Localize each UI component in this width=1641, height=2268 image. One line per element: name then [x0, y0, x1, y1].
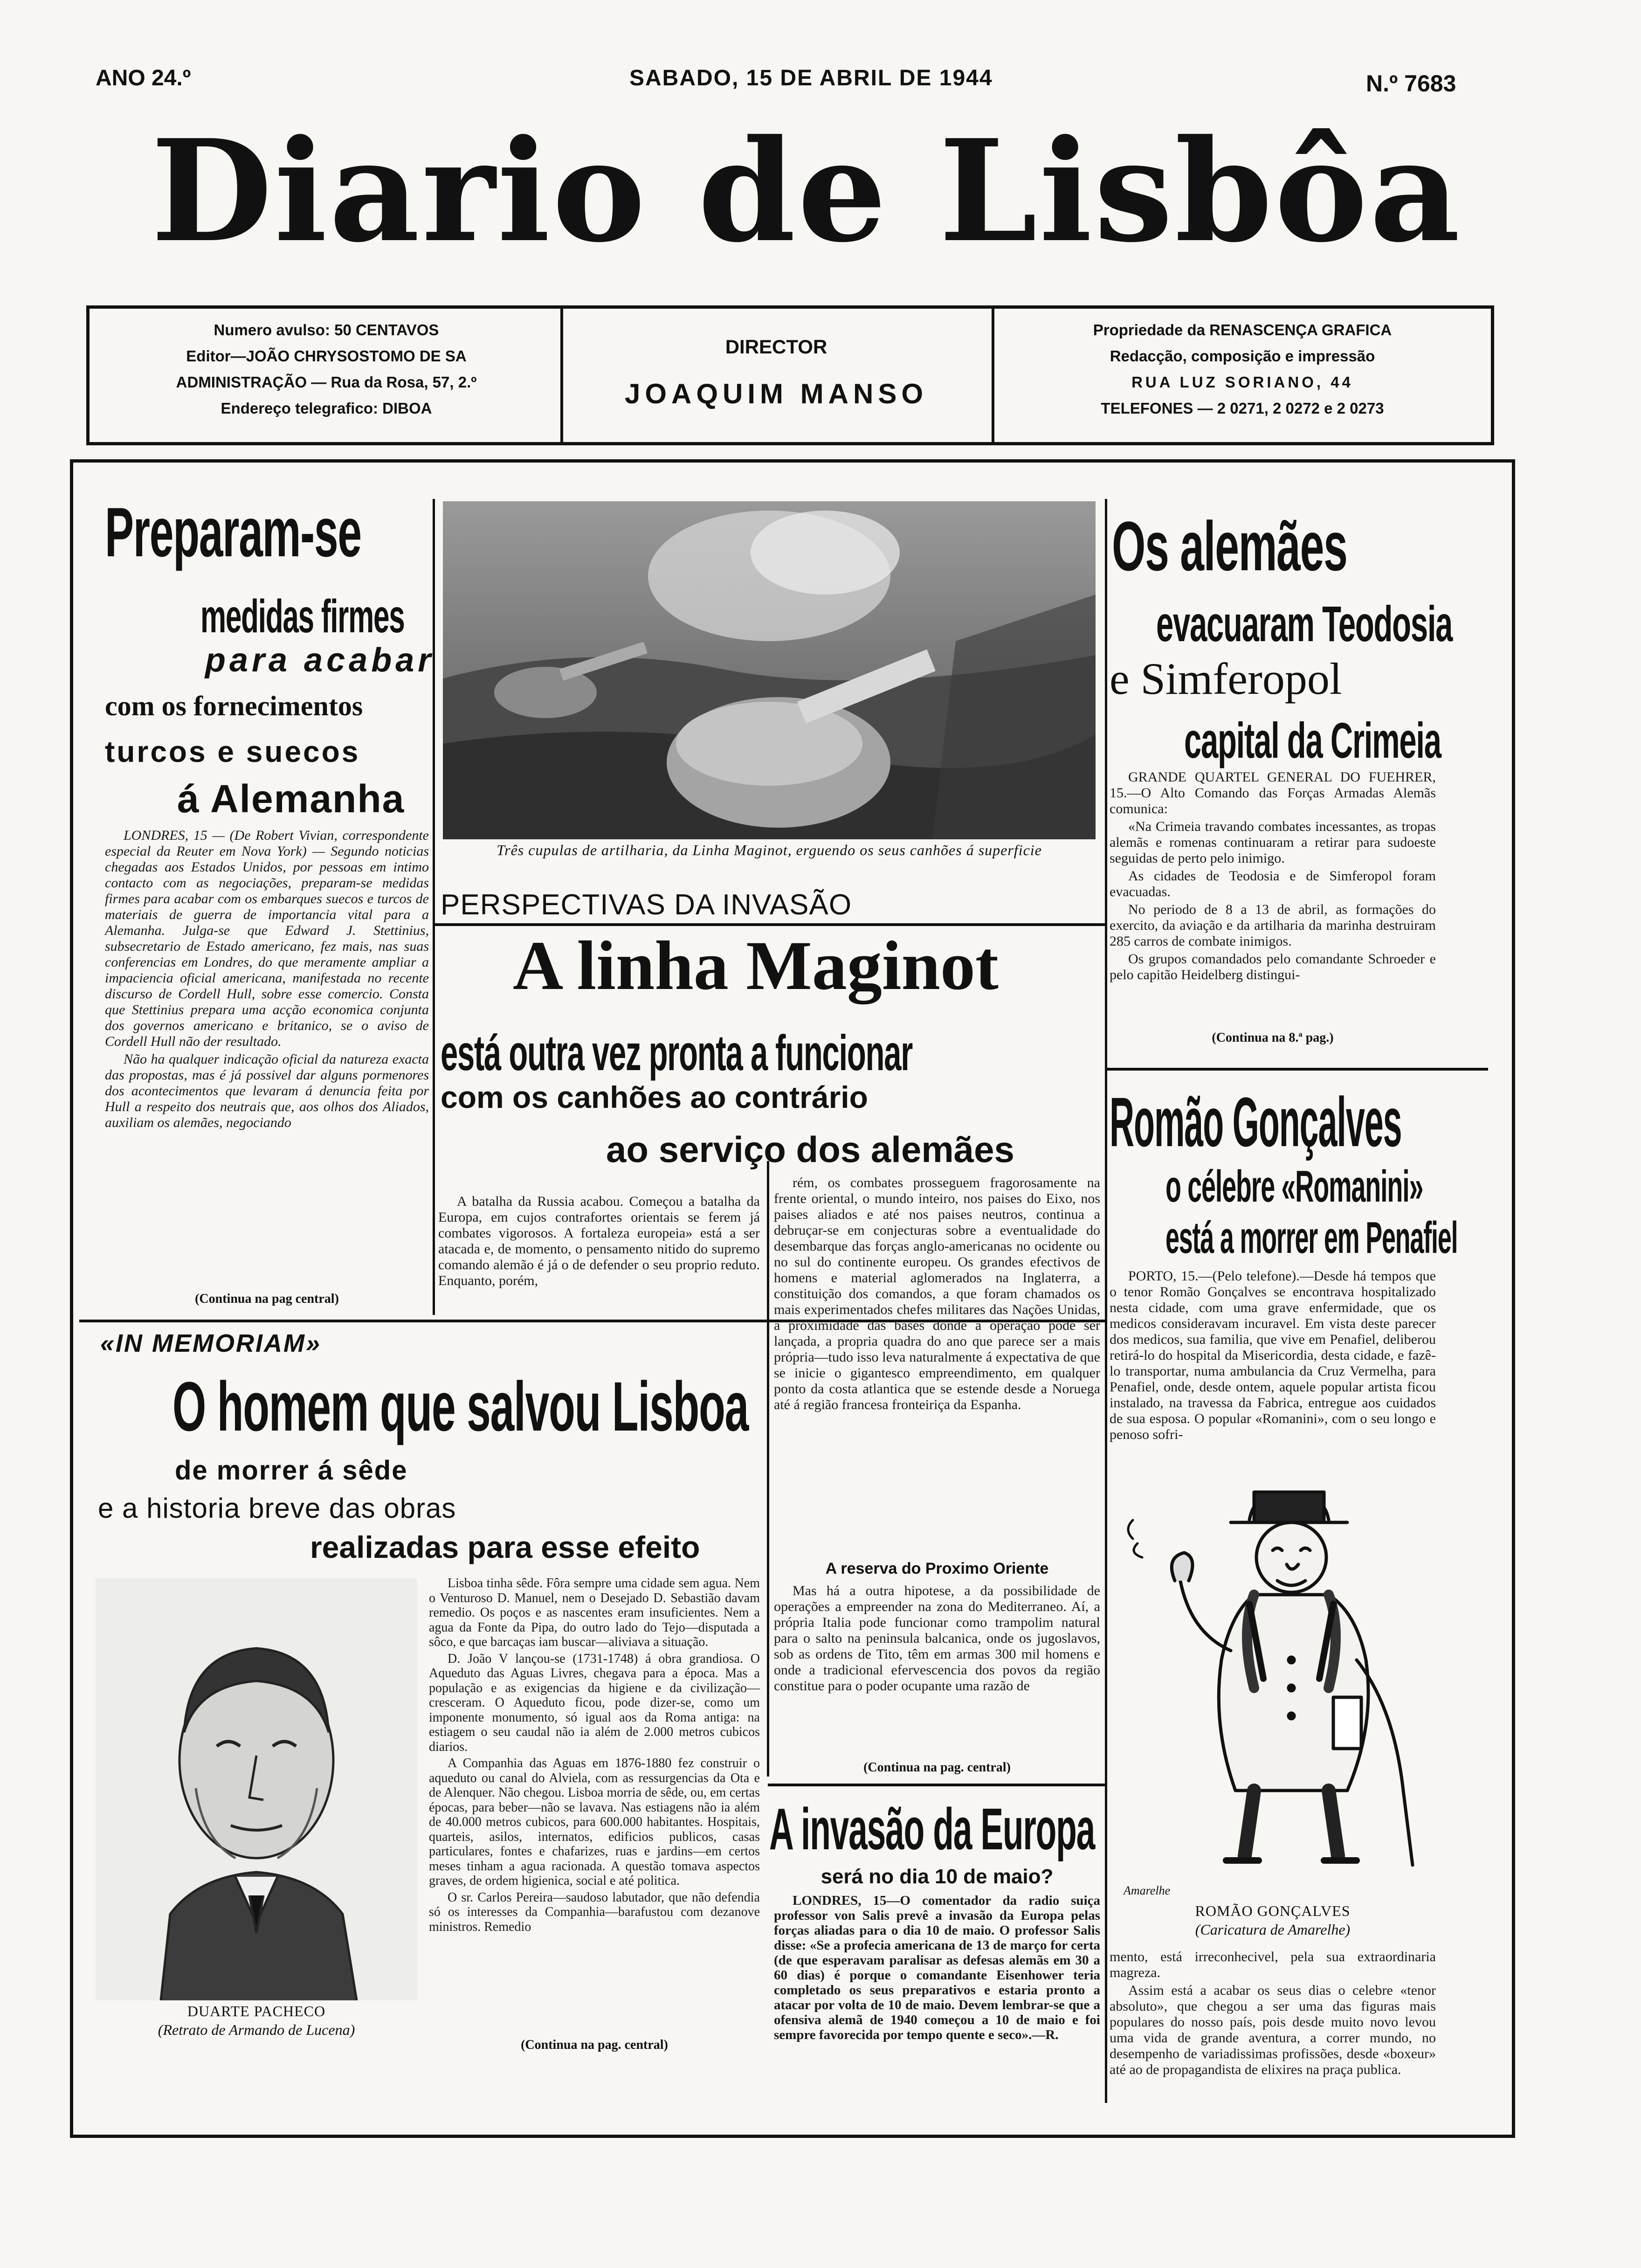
- issue-year: ANO 24.º: [96, 66, 191, 90]
- romao-subhead: o célebre «Romanini»: [1165, 1162, 1423, 1211]
- issue-number: N.º 7683: [1366, 70, 1456, 97]
- maginot-subhead: está outra vez pronta a funcionar: [441, 1024, 913, 1081]
- maginot-photo: [443, 501, 1096, 839]
- director-label: DIRECTOR: [725, 336, 827, 358]
- romao-body: PORTO, 15.—(Pelo telefone).—Desde há tempos que o tenor Romão Gonçalves se encontrava hospitalizado nesta cidade, com uma grave enfermidade, que os medicos consideravam incuravel. Em vista deste parecer dos medicos, sua familia, que vive em Penafiel, deliberou retirá-lo do hospital da Misericordia, desta cidade, e fazê-lo transportar, numa ambulancia da Cruz Vermelha, para Penafiel, onde, desde ontem, aquele popular artista ficou instalado, na travessa da Fabrica, entregue aos cuidados de sua esposa. O popular «Romanini», com o seu longo e penoso sofri-: [1110, 1268, 1436, 1442]
- memoriam-body: Lisboa tinha sêde. Fôra sempre uma cidade sem agua. Nem o Venturoso D. Manuel, nem o Desejado D. Sebastião davam remedio. Os poços e as nascentes eram insuficientes. Nem a agua da Fonte da Pipa, do outro lado do Tejo—disputada a sôco, e que barcaças iam buscar—aliviava a situação. D. João V lançou-se (1731-1748) á obra grandiosa. O Aqueduto das Aguas Livres, chegava para a época. Mas a população e as exigencias da higiene e da civilização—cresceram. O Aqueduto ficou, pode dizer-se, como um imponente monumento, só igual aos da Roma antiga: na estiagem o seu caudal não ia além de 2.000 metros cubicos diarios. A Companhia das Aguas em 1876-1880 fez construir o aqueduto ou canal do Alviela, com as ressurgencias da Ota e de Alenquer. Não chegou. Lisboa morria de sêde, ou, em certas épocas, para beber—não se lavava. Nas estiagens não ia além de 40.000 metros cubicos, para 600.000 habitantes. Hospitais, quarteis, asilos, internatos, edificios publicos, casas particulares, fontes e chafarizes, ruas e jardins—em certos meses tinham a agua racionada. A questão tomava aspectos graves, de ordem higienica, social e até politica. O sr. Carlos Pereira—saudoso labutador, que não defendia só os interesses da Companhia—barafustou com dezanove ministros. Remedio: [429, 1576, 760, 1934]
- duarte-pacheco-portrait: [96, 1578, 417, 2000]
- phones-line: TELEFONES — 2 0271, 2 0272 e 2 0273: [1101, 400, 1384, 417]
- column-rule: [433, 499, 435, 1315]
- romao-caricature-credit: (Caricatura de Amarelhe): [1195, 1921, 1351, 1938]
- maginot-subhead: ao serviço dos alemães: [606, 1129, 1014, 1170]
- portrait-credit: (Retrato de Armando de Lucena): [158, 2021, 355, 2038]
- issue-date: SABADO, 15 DE ABRIL DE 1944: [629, 66, 993, 90]
- preparam-subhead: com os fornecimentos: [105, 691, 363, 721]
- maginot-headline: A linha Maginot: [513, 927, 999, 1004]
- alemaes-body: GRANDE QUARTEL GENERAL DO FUEHRER, 15.—O Alto Comando das Forças Armadas Alemãs comunica: «Na Crimeia travando combates incessantes, as tropas alemãs e romenas continuaram a retirar para sudoeste seguidas de perto pelo inimigo. As cidades de Teodosia e de Simferopol foram evacuadas. No periodo de 8 a 13 de abril, as formações do exercito, da aviação e da artilharia da marinha destruiram 285 carros de combate inimigos. Os grupos comandados pelo comandante Schroeder e pelo capitão Heidelberg distingui-: [1110, 769, 1436, 982]
- section-rule: [1106, 1068, 1488, 1071]
- caricature-signature: Amarelhe: [1124, 1884, 1171, 1897]
- maginot-continuation: (Continua na pag. central): [863, 1760, 1011, 1775]
- romao-subhead: está a morrer em Penafiel: [1165, 1213, 1458, 1263]
- romao-body-end: mento, está irreconhecivel, pela sua extraordinaria magreza. Assim está a acabar os seus dias o celebre «tenor absoluto», que chegou a ser uma das figuras mais populares do nosso país, pois desde muito novo levou uma vida de grande aventura, a correr mundo, no desempenho de variadissimas profissões, desde «boxeur» até ao de propagandista de elixires na praça publica.: [1110, 1949, 1436, 2077]
- telegraph-line: Endereço telegrafico: DIBOA: [221, 400, 432, 417]
- invasao-body: LONDRES, 15—O comentador da radio suiça professor von Salis prevê a invasão da Europa pelas forças aliadas para o dia 10 de maio. O professor Salis disse: «Se a profecia americana de 13 de março for certa (de que esperavam paralisar as defesas alemãs em 30 a 60 dias) é porque o comandante Eisenhower teria completado os seus preparativos e estaria pronto a atacar por volta de 10 de maio. Devem lembrar-se que a ofensiva alemã de 1940 começou a 10 de maio e foi sempre favorecida por tempo quente e seco».—R.: [774, 1893, 1100, 2042]
- price-line: Numero avulso: 50 CENTAVOS: [214, 321, 439, 339]
- alemaes-headline: Os alemães: [1112, 507, 1347, 585]
- preparam-headline: Preparam-se: [105, 493, 361, 571]
- invasao-subhead: será no dia 10 de maio?: [820, 1865, 1054, 1888]
- alemaes-subhead: e Simferopol: [1110, 654, 1342, 704]
- masthead-right-box: [991, 317, 1494, 422]
- memoriam-subhead: e a historia breve das obras: [98, 1493, 456, 1524]
- preparam-continuation: (Continua na pag central): [195, 1292, 339, 1306]
- memoriam-headline: O homem que salvou Lisboa: [172, 1367, 749, 1445]
- editor-line: Editor—JOÃO CHRYSOSTOMO DE SA: [186, 347, 467, 365]
- owner-line: Propriedade da RENASCENÇA GRAFICA: [1093, 321, 1392, 339]
- memoriam-continuation: (Continua na pag. central): [521, 2038, 668, 2052]
- memoriam-subhead: de morrer á sêde: [175, 1455, 408, 1486]
- preparam-subhead: á Alemanha: [177, 777, 405, 821]
- portrait-drawing: [96, 1578, 417, 2000]
- column-rule: [767, 1161, 769, 1777]
- administration-line: ADMINISTRAÇÃO — Rua da Rosa, 57, 2.º: [176, 373, 477, 391]
- romao-caricature: [1114, 1464, 1436, 1893]
- maginot-kicker: PERSPECTIVAS DA INVASÃO: [441, 889, 852, 921]
- maginot-subheading: A reserva do Proximo Oriente: [825, 1560, 1049, 1577]
- alemaes-subhead: capital da Crimeia: [1184, 712, 1441, 768]
- invasao-headline: A invasão da Europa: [769, 1796, 1095, 1862]
- newspaper-title: Diario de Lisbôa: [151, 109, 1462, 273]
- preparam-subhead: turcos e suecos: [105, 735, 360, 768]
- alemaes-subhead: evacuaram Teodosia: [1156, 595, 1453, 652]
- maginot-cupolas-image: [443, 501, 1096, 839]
- maginot-subhead: com os canhões ao contrário: [441, 1080, 868, 1114]
- alemaes-continuation: (Continua na 8.ª pag.): [1212, 1030, 1334, 1045]
- memoriam-subhead: realizadas para esse efeito: [310, 1530, 700, 1564]
- maginot-photo-caption: Três cupulas de artilharia, da Linha Maginot, erguendo os seus canhões á superficie: [496, 842, 1042, 858]
- address-line: RUA LUZ SORIANO, 44: [1131, 373, 1353, 391]
- maginot-body-col2: rém, os combates prosseguem fragorosamente na frente oriental, o mundo inteiro, nos paises do Eixo, nos paises aliados e até nos paises neutros, continua a debruçar-se em conjecturas sobre a eventualidade do desembarque das forças anglo-americanas no ocidente ou no sul do continente europeu. Os grandes efectivos de homens e material aglomerados na Inglaterra, a constituição dos comandos, a que foram chamados os mais experimentados chefes militares das Nações Unidas, a proximidade das bases donde a operação pode ser lançada, a propria quadra do ano que parece ser a mais própria—tudo isso leva naturalmente á expectativa de que se inicie o gigantesco empreendimento, em qualquer ponto da costa atlantica que se estende desde a Noruega até á região francesa fronteiriça da Espanha.: [774, 1175, 1100, 1412]
- column-rule: [1105, 499, 1107, 2103]
- preparam-subhead: para acabar: [205, 642, 435, 679]
- preparam-body: LONDRES, 15 — (De Robert Vivian, correspondente especial da Reuter em Nova York) — Segundo noticias chegadas aos Estados Unidos, por pessoas em intimo contacto com as negociações, preparam-se medidas firmes para acabar com os embarques suecos e turcos de materiais de guerra de importancia vital para a Alemanha. Julga-se que Edward J. Stettinius, subsecretario de Estado americano, fez mais, nas suas conferencias em Londres, do que meramente ampliar a impaciencia oficial americana, manifestada no recente discurso de Cordell Hull, sobre esse comercio. Consta que Stettinius prepara uma acção economica conjunta dos governos americano e britanico, se o aviso de Cordell Hull não der resultado. Não ha qualquer indicação oficial da natureza exacta das propostas, mas é já possivel dar alguns pormenores dos acontecimentos que levaram á denuncia feita por Hull a respeito dos neutrais que, aos olhos dos Aliados, auxiliam os alemães, negociando: [105, 828, 429, 1130]
- masthead-left-box: [93, 317, 559, 422]
- caricature-drawing: [1114, 1464, 1436, 1893]
- director-name: JOAQUIM MANSO: [624, 378, 928, 409]
- maginot-body-col1: A batalha da Russia acabou. Começou a batalha da Europa, em cujos contrafortes orientais se ferem já combates vigorosos. A fortaleza europeia» está a ser atacada e, de momento, o pensamento nitido do supremo comando alemão é já o de defender o seu proprio reduto. Enquanto, porém,: [438, 1194, 760, 1288]
- memoriam-kicker: «IN MEMORIAM»: [100, 1329, 322, 1357]
- preparam-subhead: medidas firmes: [200, 590, 405, 643]
- portrait-caption: DUARTE PACHECO: [187, 2003, 326, 2019]
- romao-headline: Romão Gonçalves: [1110, 1083, 1402, 1161]
- maginot-body-col2b: Mas há a outra hipotese, a da possibilidade de operações a empreender na zona do Mediterraneo. Aí, a própria Italia pode funcionar como trampolim natural para o salto na peninsula balcanica, onde os jugoslavos, sob as ordens de Tito, têm em armas 300 mil homens e onde a tradicional efervescencia dos povos da região constitue para o poder ocupante uma razão de: [774, 1583, 1100, 1694]
- section-rule: [768, 1784, 1105, 1786]
- romao-caricature-caption: ROMÃO GONÇALVES: [1195, 1902, 1351, 1919]
- redaction-line: Redacção, composição e impressão: [1110, 347, 1375, 365]
